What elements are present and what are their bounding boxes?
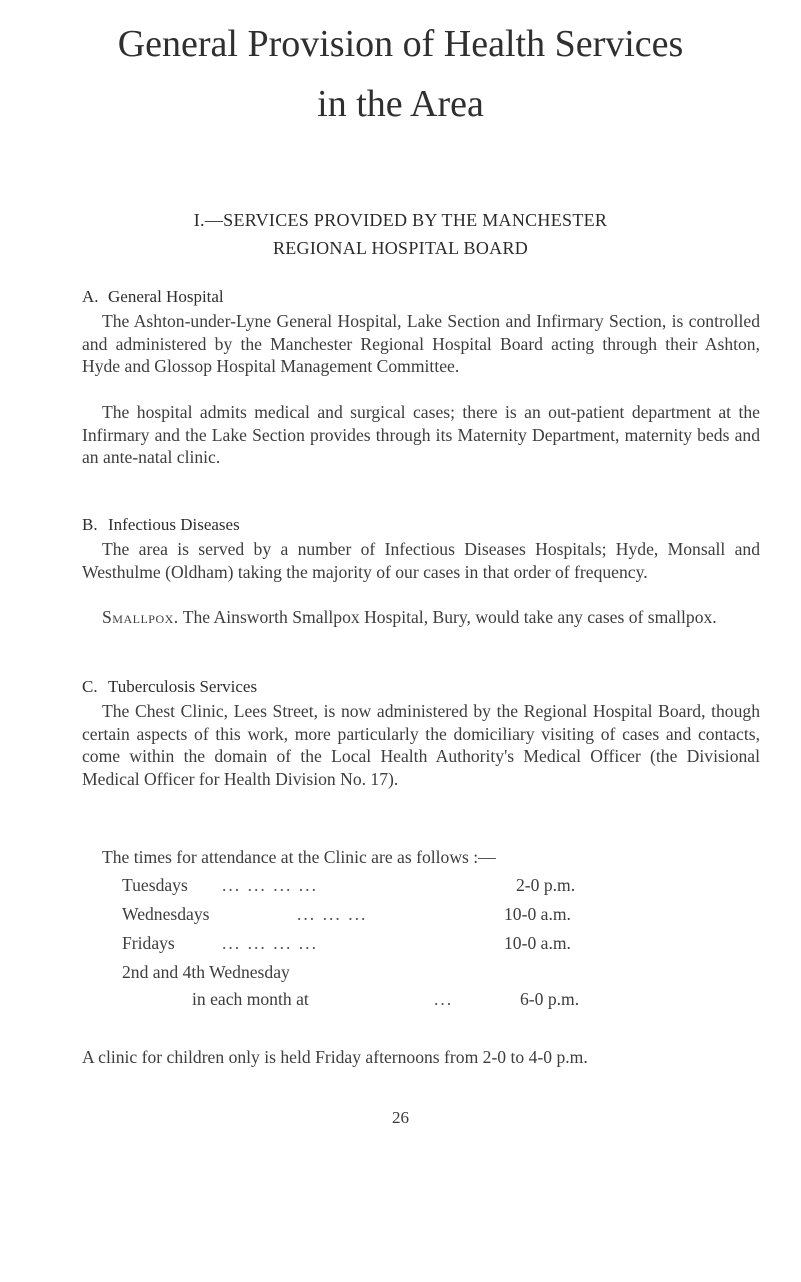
- subsection-c-title: Tuberculosis Services: [108, 677, 258, 696]
- subsection-b-letter: B.: [82, 515, 98, 534]
- schedule-leader: ...: [434, 989, 454, 1009]
- schedule-day: 2nd and 4th Wednesday: [122, 962, 290, 982]
- schedule-leader: ... ... ... ...: [222, 875, 318, 895]
- schedule-row: [122, 988, 722, 1010]
- schedule-day: in each month at: [192, 989, 309, 1009]
- subsection-c-paragraph-1: The Chest Clinic, Lees Street, is now administered by the Regional Hospital Board, though certain aspects of this work, more particularly the domiciliary visiting of cases and contacts, come within the domain of the Local Health Authority's Medical Officer (the Divisional Medical Officer for Health Division No. 17).: [82, 701, 760, 789]
- section-heading-line-2: REGIONAL HOSPITAL BOARD: [272, 238, 529, 258]
- schedule-time: 6-0 p.m.: [520, 989, 580, 1009]
- subsection-a-letter: A.: [82, 287, 99, 306]
- schedule-time: 2-0 p.m.: [516, 875, 576, 895]
- schedule-row: [122, 874, 722, 896]
- page-title-line-1: General Provision of Health Services: [117, 23, 684, 65]
- schedule-leader: ... ... ... ...: [222, 933, 318, 953]
- subsection-b-title: Infectious Diseases: [108, 515, 240, 534]
- schedule-leader: ... ... ...: [297, 904, 368, 924]
- subsection-c-letter: C.: [82, 677, 98, 696]
- section-heading-line-1: I.—SERVICES PROVIDED BY THE MANCHESTER: [193, 210, 608, 230]
- page-number: 26: [392, 1108, 409, 1127]
- subsection-a-paragraph-1: The Ashton-under-Lyne General Hospital, Lake Section and Infirmary Section, is controlled and administered by the Manchester Regional Hospital Board acting through their Ashton, Hyde and Glossop Hospital Management Committee.: [82, 311, 760, 376]
- schedule-time: 10-0 a.m.: [504, 904, 571, 924]
- subsection-a-paragraph-2: The hospital admits medical and surgical cases; there is an out-patient department at the Infirmary and the Lake Section provides through its Maternity Department, maternity beds and an ante-natal clinic.: [82, 402, 760, 467]
- schedule-day: Wednesdays: [122, 904, 210, 924]
- subsection-a-heading: [82, 286, 224, 308]
- subsection-a-title: General Hospital: [108, 287, 224, 306]
- page-title-line-2: in the Area: [317, 83, 484, 125]
- subsection-c-heading: [82, 676, 257, 698]
- schedule-day: Fridays: [122, 933, 175, 953]
- subsection-b-smallpox-paragraph: [82, 606, 760, 629]
- subsection-b-heading: [82, 514, 240, 536]
- schedule-time: 10-0 a.m.: [504, 933, 571, 953]
- attendance-intro: The times for attendance at the Clinic are as follows :—: [102, 847, 496, 867]
- schedule-day: Tuesdays: [122, 875, 188, 895]
- smallpox-label: Smallpox.: [102, 607, 179, 627]
- schedule-row: [122, 903, 722, 925]
- schedule-row: [122, 961, 722, 983]
- smallpox-text: The Ainsworth Smallpox Hospital, Bury, would take any cases of smallpox.: [178, 607, 717, 627]
- children-clinic-paragraph: A clinic for children only is held Friday afternoons from 2-0 to 4-0 p.m.: [82, 1047, 588, 1067]
- schedule-row: [122, 932, 722, 954]
- subsection-b-paragraph-1: The area is served by a number of Infectious Diseases Hospitals; Hyde, Monsall and Westhulme (Oldham) taking the majority of our cases in that order of frequency.: [82, 539, 760, 582]
